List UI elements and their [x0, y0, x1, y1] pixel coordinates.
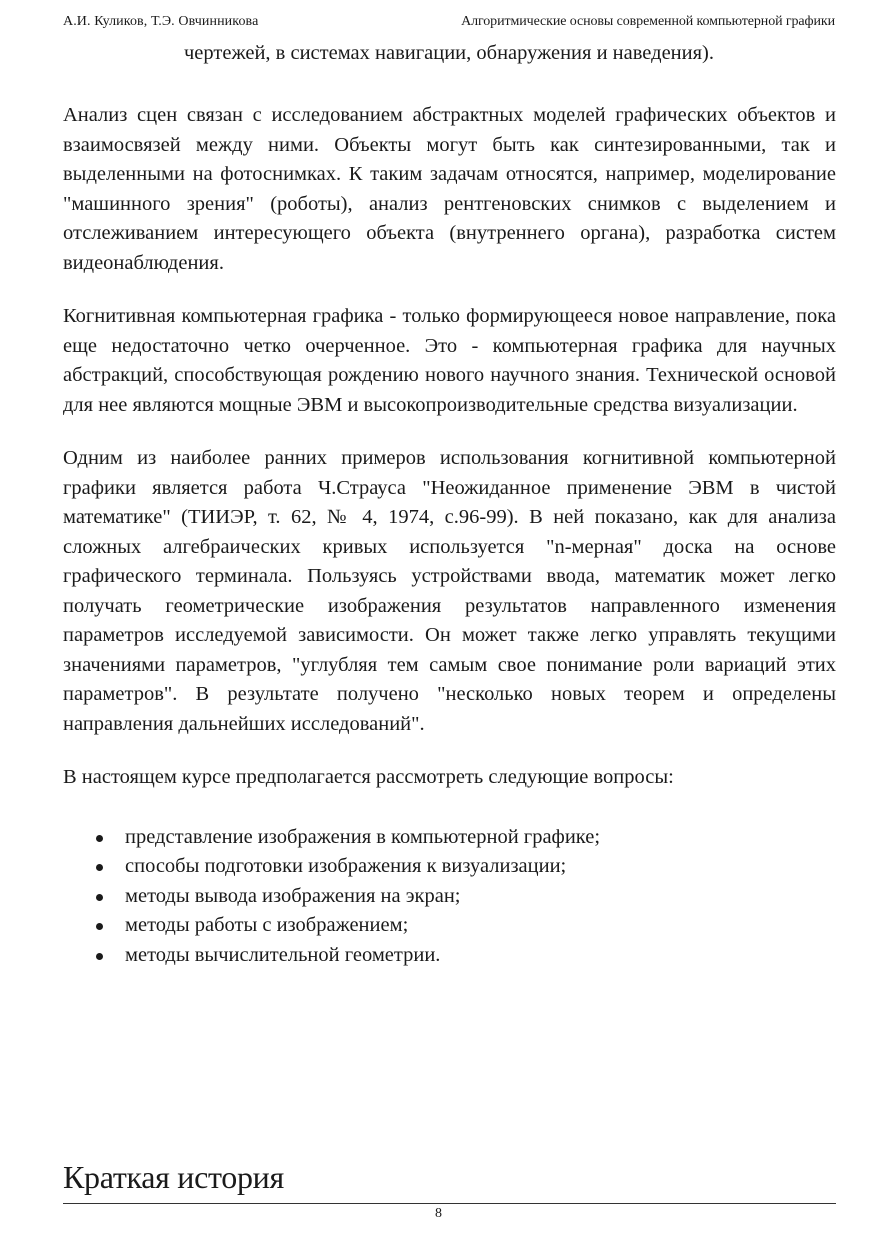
paragraph-cognitive-graphics: Когнитивная компьютерная графика - только формирующееся новое направление, пока еще недостаточно четко очерченное. Это - компьютерная графика для научных абстракций, способствующая рождению нового научного знания. Технической основой для нее являются мощные ЭВМ и высокопроизводительные средства визуализации.	[63, 305, 836, 416]
bullet-icon	[96, 835, 103, 842]
list-item	[63, 882, 836, 912]
list-item	[63, 852, 836, 882]
header-book-title: Алгоритмические основы современной компьютерной графики	[461, 14, 835, 29]
paragraph-course-topics-intro: В настоящем курсе предполагается рассмотреть следующие вопросы:	[63, 766, 674, 788]
bullet-icon	[96, 894, 103, 901]
paragraph-strauss-example: Одним из наиболее ранних примеров использования когнитивной компьютерной графики является работа Ч.Страуса "Неожиданное применение ЭВМ в чистой математике" (ТИИЭР, т. 62, № 4, 1974, с.96-99). В ней показано, как для анализа сложных алгебраических кривых используется "n-мерная" доска на основе графического терминала. Пользуясь устройствами ввода, математик может легко получать геометрические изображения результатов направленного изменения параметров исследуемой зависимости. Он может также легко управлять текущими значениями параметров, "углубляя тем самым свое понимание роли вариаций этих параметров". В результате получено "несколько новых теорем и определены направления дальнейших исследований".	[63, 447, 836, 735]
list-item-text: методы вычислительной геометрии.	[125, 943, 441, 966]
paragraph-scene-analysis: Анализ сцен связан с исследованием абстрактных моделей графических объектов и взаимосвязей между ними. Объекты могут быть как синтезированными, так и выделенными на фотоснимках. К таким задачам относятся, например, моделирование "машинного зрения" (роботы), анализ рентгеновских снимков с выделением и отслеживанием интересующего объекта (внутреннего органа), разработка систем видеонаблюдения.	[63, 104, 836, 274]
header-authors: А.И. Куликов, Т.Э. Овчинникова	[63, 14, 259, 29]
list-item-text: методы работы с изображением;	[125, 914, 409, 936]
list-item-text: представление изображения в компьютерной графике;	[125, 825, 601, 848]
list-item-text: методы вывода изображения на экран;	[125, 884, 461, 907]
section-heading: Краткая история	[63, 1159, 284, 1195]
bullet-icon	[96, 923, 103, 930]
list-item	[63, 911, 836, 941]
page-number: 8	[435, 1206, 442, 1221]
list-item-text: способы подготовки изображения к визуализации;	[125, 855, 567, 877]
bullet-icon	[96, 953, 103, 960]
footer-divider	[63, 1203, 836, 1204]
course-topics-list	[63, 823, 836, 971]
bullet-icon	[96, 864, 103, 871]
list-item	[63, 823, 836, 853]
continued-line: чертежей, в системах навигации, обнаружения и наведения).	[184, 42, 714, 64]
list-item	[63, 941, 836, 971]
body-content	[63, 101, 836, 970]
running-header	[63, 14, 835, 36]
